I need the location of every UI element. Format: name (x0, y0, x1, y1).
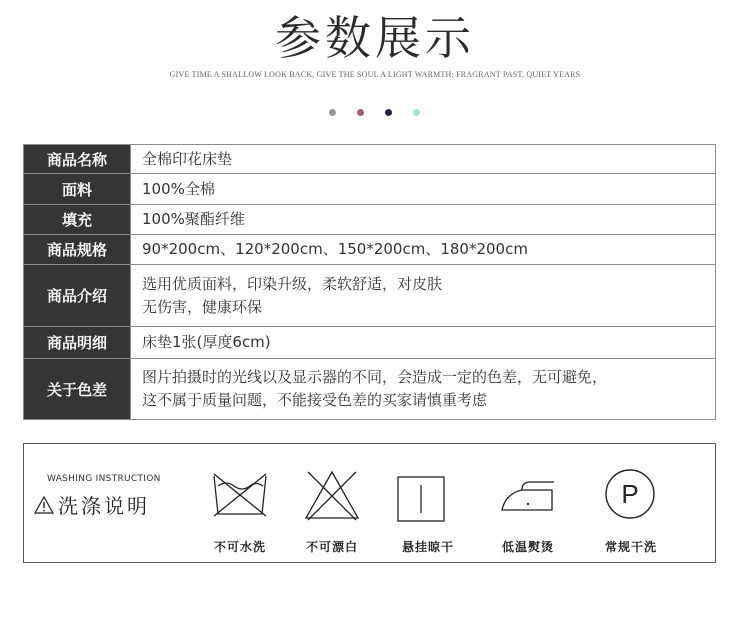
spec-label: 关于色差 (24, 359, 131, 420)
spec-label: 商品规格 (24, 235, 131, 265)
care-label: 不可漂白 (305, 540, 359, 554)
spec-label: 面料 (24, 174, 131, 205)
color-dot (413, 109, 420, 116)
washing-title-en: WASHING INSTRUCTION (47, 474, 161, 484)
no-bleach-icon (302, 468, 362, 522)
care-label: 悬挂晾干 (401, 540, 455, 554)
care-label: 不可水洗 (213, 540, 267, 554)
spec-value: 床垫1张(厚度6cm) (131, 327, 716, 359)
page-title: 参数展示 (275, 11, 475, 65)
spec-value: 100%全棉 (131, 174, 716, 205)
spec-value: 全棉印花床垫 (131, 145, 716, 174)
table-row (24, 359, 716, 420)
no-wash-icon (210, 470, 270, 520)
page-subtitle: GIVE TIME A SHALLOW LOOK BACK, GIVE THE SOUL A LIGHT WARMTH; FRAGRANT PAST, QUIET YEARS (169, 70, 581, 79)
table-row (24, 235, 716, 265)
color-dot (357, 109, 364, 116)
dry-clean-icon (602, 468, 658, 520)
svg-text:P: P (621, 479, 639, 509)
spec-value: 图片拍摄时的光线以及显示器的不同，会造成一定的色差，无可避免， 这不属于质量问题，不能接受色差的买家请慎重考虑 (131, 359, 716, 420)
spec-label: 商品明细 (24, 327, 131, 359)
warning-triangle-icon (34, 496, 54, 514)
spec-label: 填充 (24, 205, 131, 235)
care-label: 低温熨烫 (501, 540, 555, 554)
color-dot (329, 109, 336, 116)
table-row (24, 145, 716, 174)
low-iron-icon (498, 476, 558, 516)
spec-value: 选用优质面料，印染升级，柔软舒适，对皮肤 无伤害，健康环保 (131, 265, 716, 327)
color-dot (385, 109, 392, 116)
washing-title-cn: 洗涤说明 (34, 490, 150, 519)
spec-table (23, 144, 716, 420)
spec-value: 100%聚酯纤维 (131, 205, 716, 235)
table-row (24, 174, 716, 205)
spec-value: 90*200cm、120*200cm、150*200cm、180*200cm (131, 235, 716, 265)
table-row (24, 265, 716, 327)
table-row (24, 327, 716, 359)
spec-label: 商品介绍 (24, 265, 131, 327)
table-row (24, 205, 716, 235)
color-dots (329, 109, 420, 116)
spec-label: 商品名称 (24, 145, 131, 174)
washing-instructions (23, 443, 716, 563)
hang-dry-icon (397, 476, 445, 522)
care-label: 常规干洗 (604, 540, 658, 554)
